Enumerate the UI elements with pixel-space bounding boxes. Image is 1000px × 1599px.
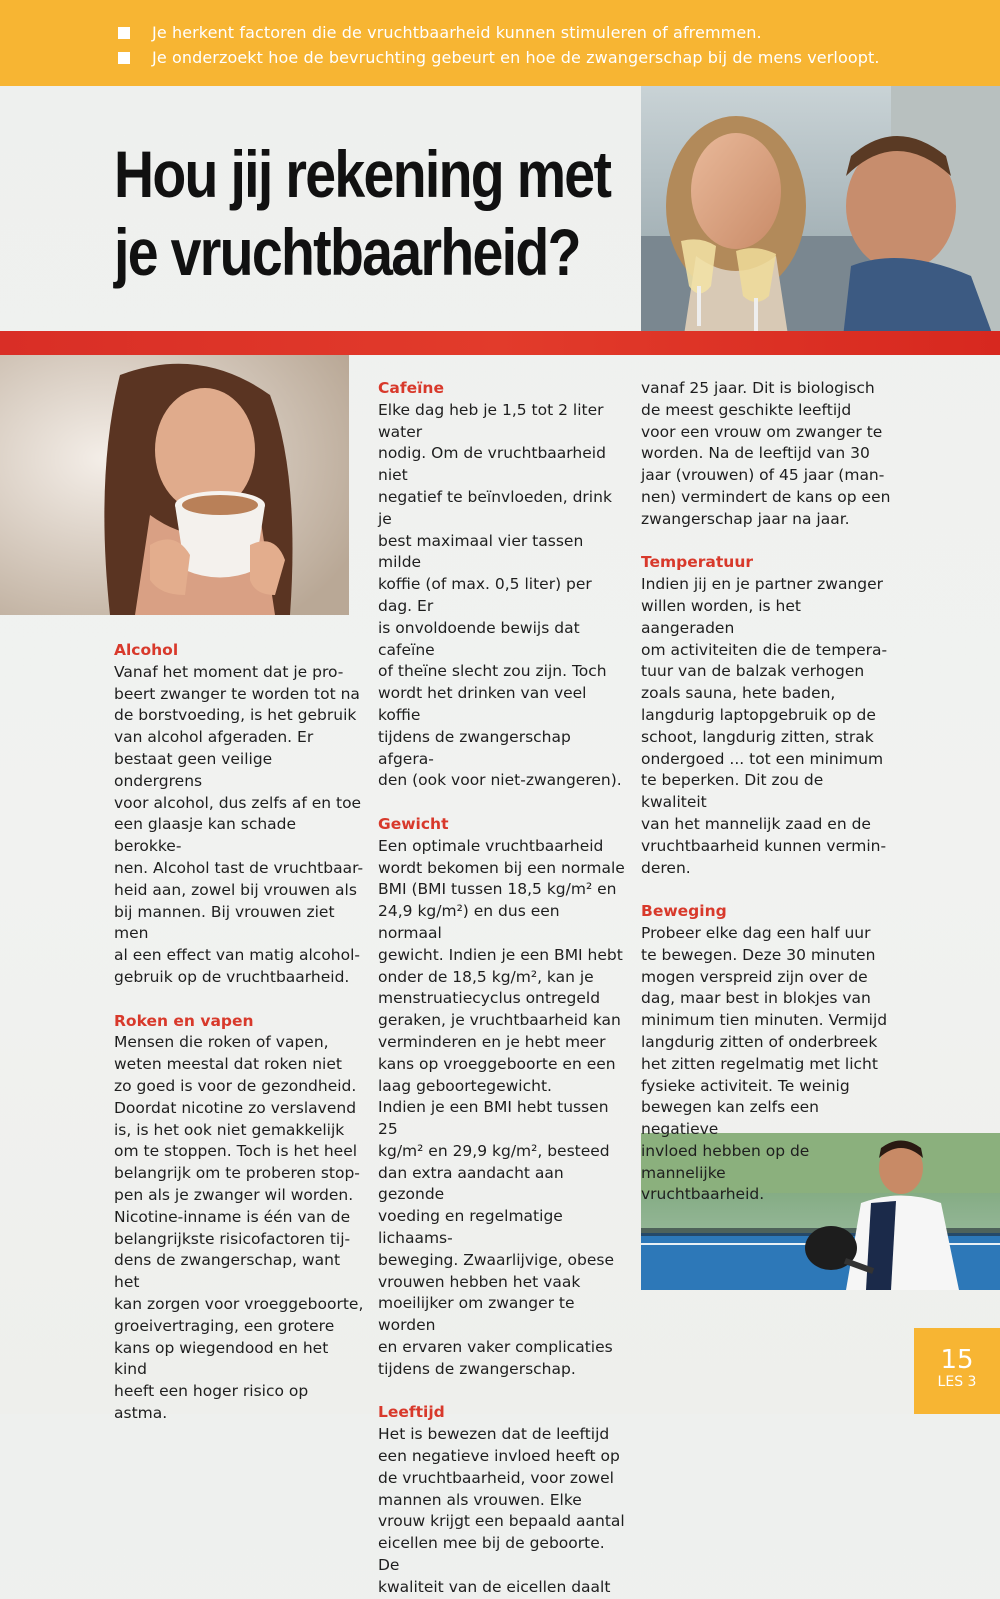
- bullet-square-icon: [118, 27, 130, 39]
- section-text-leeftijd-continued: [641, 378, 891, 531]
- text-line: vanaf 25 jaar. Dit is biologisch: [641, 379, 875, 397]
- section-text-beweging: [641, 923, 891, 1206]
- text-line: Een optimale vruchtbaarheid: [378, 836, 604, 855]
- text-line: beweging. Zwaarlijvige, obese: [378, 1250, 615, 1269]
- text-line: is onvoldoende bewijs dat cafeïne: [378, 618, 580, 659]
- objective-item: Je onderzoekt hoe de bevruchting gebeurt en hoe de zwangerschap bij de mens verloopt.: [118, 45, 880, 70]
- text-line: voor een vrouw om zwanger te: [641, 422, 883, 441]
- title-line: Hou jij rekening met: [114, 137, 611, 211]
- column-middle: [378, 378, 628, 1599]
- text-line: beert zwanger te worden tot na: [114, 684, 360, 703]
- text-line: minimum tien minuten. Vermijd: [641, 1011, 888, 1030]
- text-line: koffie (of max. 0,5 liter) per dag. Er: [378, 575, 592, 615]
- section-heading-gewicht: Gewicht: [378, 814, 449, 833]
- page-number-box: [914, 1328, 1000, 1414]
- text-line: om activiteiten die de tempera-: [641, 640, 888, 659]
- text-line: worden. Na de leeftijd van 30: [641, 444, 870, 463]
- text-line: te beperken. Dit zou de kwaliteit: [641, 771, 824, 812]
- text-line: tuur van de balzak verhogen: [641, 662, 865, 681]
- text-line: is, is het ook niet gemakkelijk: [114, 1120, 345, 1139]
- lesson-label: LES 3: [937, 1374, 977, 1390]
- text-line: Het is bewezen dat de leeftijd: [378, 1425, 610, 1444]
- text-line: kans op vroeggeboorte en een: [378, 1054, 616, 1073]
- text-line: bewegen kan zelfs een negatieve: [641, 1098, 820, 1139]
- text-line: de borstvoeding, is het gebruik: [114, 706, 357, 725]
- text-line: kg/m² en 29,9 kg/m², besteed: [378, 1141, 610, 1160]
- bullet-square-icon: [118, 52, 130, 64]
- objectives-banner: [0, 0, 1000, 86]
- text-line: onder de 18,5 kg/m², kan je: [378, 967, 594, 986]
- text-line: Nicotine-inname is één van de: [114, 1207, 351, 1226]
- text-line: voeding en regelmatige lichaams-: [378, 1207, 563, 1248]
- red-divider-bar: [0, 331, 1000, 355]
- text-line: moeilijker om zwanger te worden: [378, 1294, 575, 1335]
- text-line: de vruchtbaarheid, voor zowel: [378, 1468, 614, 1487]
- text-line: geraken, je vruchtbaarheid kan: [378, 1011, 621, 1030]
- text-line: bij mannen. Bij vrouwen ziet men: [114, 902, 335, 943]
- column-left: [114, 640, 364, 1425]
- text-line: wordt het drinken van veel koffie: [378, 684, 587, 724]
- section-heading-roken: Roken en vapen: [114, 1011, 254, 1030]
- text-line: of theïne slecht zou zijn. Toch: [378, 662, 607, 681]
- section-text-temperatuur: [641, 574, 891, 879]
- section-heading-temperatuur: Temperatuur: [641, 553, 754, 572]
- text-line: vruchtbaarheid kunnen vermin-: [641, 836, 887, 855]
- text-line: dens de zwangerschap, want het: [114, 1251, 341, 1292]
- text-line: nen. Alcohol tast de vruchtbaar-: [114, 858, 364, 877]
- text-line: en ervaren vaker complicaties: [378, 1338, 613, 1357]
- text-line: tijdens de zwangerschap.: [378, 1359, 576, 1378]
- text-line: belangrijk om te proberen stop-: [114, 1164, 360, 1183]
- text-line: het zitten regelmatig met licht: [641, 1054, 878, 1073]
- text-line: voor alcohol, dus zelfs af en toe: [114, 793, 362, 812]
- text-line: langdurig laptopgebruik op de: [641, 705, 876, 724]
- text-line: mogen verspreid zijn over de: [641, 967, 868, 986]
- text-line: invloed hebben op de mannelijke: [641, 1141, 810, 1182]
- text-line: best maximaal vier tassen milde: [378, 531, 584, 572]
- text-line: jaar (vrouwen) of 45 jaar (man-: [641, 466, 885, 485]
- couple-toasting-photo: [641, 86, 1000, 355]
- text-line: Probeer elke dag een half uur: [641, 923, 871, 942]
- text-line: heeft een hoger risico op astma.: [114, 1382, 309, 1422]
- text-line: vrouw krijgt een bepaald aantal: [378, 1512, 625, 1531]
- text-line: den (ook voor niet-zwangeren).: [378, 771, 622, 790]
- text-line: ondergoed ... tot een minimum: [641, 749, 884, 768]
- text-line: zwangerschap jaar na jaar.: [641, 509, 850, 528]
- text-line: pen als je zwanger wil worden.: [114, 1185, 354, 1204]
- objectives-list: [118, 20, 880, 70]
- text-line: te bewegen. Deze 30 minuten: [641, 945, 876, 964]
- text-line: kwaliteit van de eicellen daalt: [378, 1577, 611, 1596]
- text-line: gewicht. Indien je een BMI hebt: [378, 945, 623, 964]
- text-line: laag geboortegewicht.: [378, 1076, 552, 1095]
- text-line: negatief te beïnvloeden, drink je: [378, 487, 612, 528]
- text-line: nodig. Om de vruchtbaarheid niet: [378, 444, 606, 485]
- section-heading-beweging: Beweging: [641, 902, 727, 921]
- text-line: kans op wiegendood en het kind: [114, 1338, 329, 1379]
- text-line: vrouwen hebben het vaak: [378, 1272, 581, 1291]
- text-line: Vanaf het moment dat je pro-: [114, 662, 344, 681]
- text-line: tijdens de zwangerschap afgera-: [378, 727, 571, 768]
- text-line: weten meestal dat roken niet: [114, 1055, 342, 1074]
- text-line: van het mannelijk zaad en de: [641, 814, 871, 833]
- text-line: belangrijkste risicofactoren tij-: [114, 1229, 351, 1248]
- text-line: om te stoppen. Toch is het heel: [114, 1142, 358, 1161]
- text-line: Elke dag heb je 1,5 tot 2 liter water: [378, 400, 604, 441]
- text-line: eicellen mee bij de geboorte. De: [378, 1534, 605, 1575]
- text-line: groeivertraging, een grotere: [114, 1316, 335, 1335]
- section-text-gewicht: [378, 836, 628, 1381]
- title-line: je vruchtbaarheid?: [114, 215, 580, 289]
- section-heading-cafeine: Cafeïne: [378, 379, 444, 397]
- text-line: kan zorgen voor vroeggeboorte,: [114, 1294, 364, 1313]
- objective-item: Je herkent factoren die de vruchtbaarheid kunnen stimuleren of afremmen.: [118, 20, 880, 45]
- text-line: wordt bekomen bij een normale: [378, 858, 625, 877]
- text-line: gebruik op de vruchtbaarheid.: [114, 967, 350, 986]
- section-text-alcohol: [114, 662, 364, 989]
- text-line: nen) vermindert de kans op een: [641, 487, 891, 506]
- section-text-roken: [114, 1032, 364, 1424]
- text-line: zoals sauna, hete baden,: [641, 684, 836, 703]
- text-line: Mensen die roken of vapen,: [114, 1033, 329, 1052]
- text-line: deren.: [641, 858, 691, 877]
- text-line: Doordat nicotine zo verslavend: [114, 1098, 357, 1117]
- text-line: mannen als vrouwen. Elke: [378, 1490, 582, 1509]
- text-line: dag, maar best in blokjes van: [641, 989, 871, 1008]
- text-line: zo goed is voor de gezondheid.: [114, 1076, 357, 1095]
- section-text-cafeine: [378, 400, 628, 792]
- text-line: verminderen en je hebt meer: [378, 1032, 606, 1051]
- text-line: schoot, langdurig zitten, strak: [641, 727, 874, 746]
- text-line: vruchtbaarheid.: [641, 1185, 765, 1204]
- text-line: van alcohol afgeraden. Er: [114, 728, 314, 747]
- text-line: heid aan, zowel bij vrouwen als: [114, 880, 357, 899]
- text-line: BMI (BMI tussen 18,5 kg/m² en: [378, 880, 617, 899]
- text-line: 24,9 kg/m²) en dus een normaal: [378, 902, 560, 942]
- section-text-leeftijd: [378, 1424, 628, 1598]
- text-line: een negatieve invloed heeft op: [378, 1447, 620, 1466]
- section-heading-leeftijd: Leeftijd: [378, 1403, 445, 1422]
- column-right: [641, 378, 891, 1206]
- text-line: menstruatiecyclus ontregeld: [378, 989, 601, 1008]
- text-line: Indien je een BMI hebt tussen 25: [378, 1098, 609, 1139]
- text-line: bestaat geen veilige ondergrens: [114, 749, 273, 790]
- text-line: al een effect van matig alcohol-: [114, 946, 361, 965]
- text-line: Indien jij en je partner zwanger: [641, 575, 884, 594]
- page-number: 15: [940, 1345, 974, 1375]
- text-line: fysieke activiteit. Te weinig: [641, 1076, 850, 1095]
- page-title: [114, 135, 611, 291]
- text-line: willen worden, is het aangeraden: [641, 596, 801, 637]
- woman-with-coffee-photo: [0, 355, 349, 615]
- text-line: een glaasje kan schade berokke-: [114, 815, 297, 856]
- section-heading-alcohol: Alcohol: [114, 641, 179, 659]
- text-line: langdurig zitten of onderbreek: [641, 1032, 878, 1051]
- text-line: de meest geschikte leeftijd: [641, 400, 852, 419]
- text-line: dan extra aandacht aan gezonde: [378, 1163, 564, 1204]
